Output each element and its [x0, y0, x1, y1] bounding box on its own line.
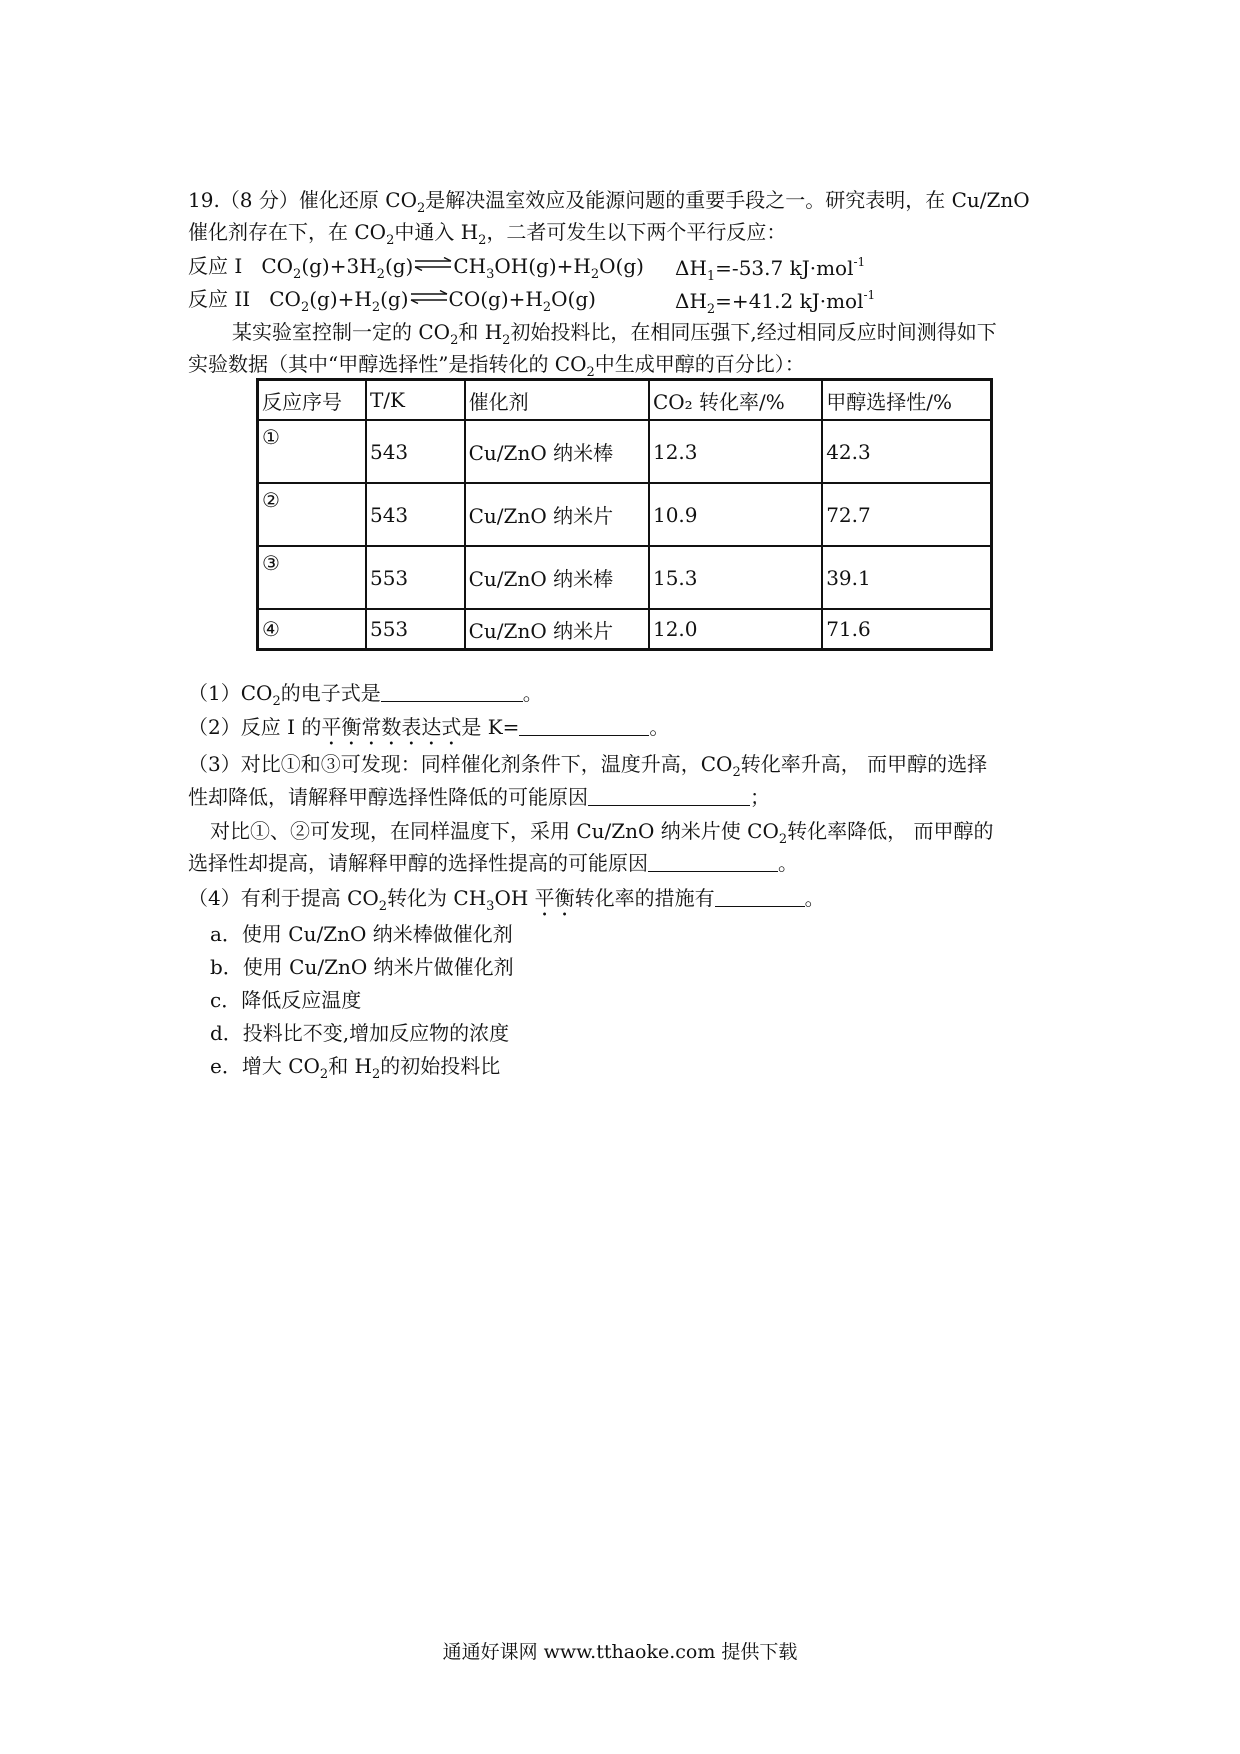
answer-blank[interactable] — [519, 717, 649, 736]
superscript: -1 — [863, 288, 876, 302]
equation-text: CO — [261, 254, 294, 278]
table-cell: 39.1 — [822, 546, 991, 609]
equilibrium-arrow-icon — [409, 290, 449, 304]
table-header-cell: 甲醇选择性/% — [822, 380, 991, 421]
subscript: 2 — [478, 233, 487, 248]
question-text: 是 K= — [461, 715, 520, 739]
table-header-cell: T/K — [366, 380, 465, 421]
subscript: 2 — [706, 302, 716, 317]
equation-text: (g)+H — [309, 287, 372, 311]
reaction-2 — [188, 289, 596, 314]
question-text: （1）CO — [188, 681, 273, 705]
table-cell: 543 — [366, 483, 465, 546]
enthalpy-text: ΔH — [675, 256, 707, 280]
table-header-row — [258, 380, 992, 421]
table-row — [258, 483, 992, 546]
subscript: 2 — [319, 1067, 329, 1082]
table-cell: 553 — [366, 609, 465, 650]
reaction-label: 反应 I — [188, 254, 243, 278]
question-text: （4）有利于提高 CO — [188, 886, 379, 910]
table-cell: 12.3 — [649, 420, 822, 483]
subscript: 2 — [293, 267, 302, 282]
setup-line-2 — [188, 354, 805, 379]
equation-text: OH(g)+H — [494, 254, 591, 278]
table-header-cell: CO₂ 转化率/% — [649, 380, 822, 421]
setup-text: 和 H — [458, 320, 503, 344]
subscript: 2 — [416, 201, 426, 216]
reaction-1 — [188, 256, 644, 281]
equation-text: O(g) — [599, 254, 644, 278]
table-cell: 42.3 — [822, 420, 991, 483]
intro-text: 中通入 H — [394, 220, 479, 244]
option-text: 的初始投料比 — [380, 1054, 501, 1078]
enthalpy-text: =+41.2 kJ·mol — [715, 289, 864, 313]
table-cell: ④ — [258, 609, 366, 650]
subscript: 2 — [542, 300, 552, 315]
question-text: 转化为 CH — [387, 886, 487, 910]
option-e — [210, 1056, 500, 1081]
subscript: 2 — [372, 1067, 381, 1082]
table-header-cell: 催化剂 — [465, 380, 649, 421]
reaction-2-enthalpy — [675, 289, 875, 316]
table-cell: 553 — [366, 546, 465, 609]
question-text: 转化率降低， 而甲醇的 — [787, 819, 994, 843]
equation-text: (g)+3H — [301, 254, 377, 278]
emphasized-text: 平衡常数表达式 — [321, 715, 462, 739]
page-footer: 通通好课网 www.tthaoke.com 提供下载 — [442, 1641, 798, 1663]
question-text: ； — [750, 785, 770, 809]
emphasized-text: 平衡 — [534, 886, 575, 910]
question-text: （2）反应 I 的 — [188, 715, 322, 739]
question-text: 的电子式是 — [280, 681, 381, 705]
equation-text: (g) — [384, 254, 414, 278]
subscript: 2 — [378, 899, 388, 914]
subscript: 3 — [486, 899, 495, 914]
intro-text: 催化剂存在下，在 CO — [188, 220, 387, 244]
setup-text: 初始投料比，在相同压强下,经过相同反应时间测得如下 — [510, 320, 997, 344]
table-cell: 10.9 — [649, 483, 822, 546]
reaction-1-enthalpy — [675, 256, 865, 283]
subscript: 2 — [272, 694, 281, 709]
table-row — [258, 420, 992, 483]
subscript: 2 — [586, 365, 595, 380]
equation-text: CO(g)+H — [448, 287, 543, 311]
subscript: 2 — [371, 300, 381, 315]
sub-question-2 — [188, 715, 669, 750]
table-cell: 72.7 — [822, 483, 991, 546]
question-text: （3）对比①和③可发现：同样催化剂条件下，温度升高，CO — [188, 752, 733, 776]
subscript: 2 — [590, 267, 600, 282]
subscript: 2 — [386, 233, 395, 248]
question-text: 对比①、②可发现，在同样温度下，采用 Cu/ZnO 纳米片使 CO — [210, 819, 779, 843]
option-text: e．增大 CO — [210, 1054, 320, 1078]
question-intro-line-2 — [188, 222, 786, 247]
subscript: 2 — [376, 267, 385, 282]
subscript: 2 — [732, 765, 741, 780]
question-text: 转化率升高， 而甲醇的选择 — [740, 752, 988, 776]
table-cell: 15.3 — [649, 546, 822, 609]
subscript: 2 — [450, 333, 459, 348]
table-cell: Cu/ZnO 纳米棒 — [465, 546, 649, 609]
intro-text: 是解决温室效应及能源问题的重要手段之一。研究表明，在 Cu/ZnO — [425, 188, 1030, 212]
table-header-cell: 反应序号 — [258, 380, 366, 421]
question-points: （8 分） — [219, 188, 299, 212]
equation-text: CH — [453, 254, 487, 278]
question-text: 。 — [649, 715, 670, 739]
question-text: 。 — [778, 851, 798, 875]
subscript: 3 — [486, 267, 495, 282]
subscript: 1 — [706, 269, 716, 284]
option-text: 和 H — [328, 1054, 372, 1078]
answer-blank[interactable] — [715, 888, 805, 907]
setup-text: 实验数据（其中“甲醇选择性”是指转化的 CO — [188, 352, 587, 376]
sub-question-1 — [188, 683, 543, 708]
superscript: -1 — [853, 255, 866, 269]
setup-text: 某实验室控制一定的 CO — [232, 320, 451, 344]
question-text: 转化率的措施有 — [574, 886, 715, 910]
option-d: d．投料比不变,增加反应物的浓度 — [210, 1021, 510, 1045]
table-cell: Cu/ZnO 纳米片 — [465, 483, 649, 546]
equation-text: CO — [269, 287, 301, 311]
question-number: 19. — [188, 188, 220, 212]
sub-question-3-line-3 — [210, 821, 994, 846]
intro-text: 催化还原 CO — [298, 188, 417, 212]
table-cell: 543 — [366, 420, 465, 483]
option-c: c．降低反应温度 — [210, 988, 362, 1012]
table-row — [258, 609, 992, 650]
setup-text: 中生成甲醇的百分比）： — [594, 352, 805, 376]
answer-blank[interactable] — [588, 787, 750, 806]
answer-blank[interactable] — [381, 683, 523, 702]
table-cell: 12.0 — [649, 609, 822, 650]
table-cell: ② — [258, 483, 366, 546]
setup-line-1 — [232, 322, 997, 347]
subscript: 2 — [502, 333, 511, 348]
sub-question-3-line-1 — [188, 754, 987, 779]
table-cell: ① — [258, 420, 366, 483]
subscript: 2 — [300, 300, 310, 315]
sub-question-3-line-2 — [188, 787, 770, 807]
enthalpy-text: =-53.7 kJ·mol — [715, 256, 854, 280]
enthalpy-text: ΔH — [675, 289, 707, 313]
table-cell: ③ — [258, 546, 366, 609]
equation-text: O(g) — [551, 287, 596, 311]
option-a: a．使用 Cu/ZnO 纳米棒做催化剂 — [210, 922, 513, 946]
sub-question-3-line-4 — [188, 853, 798, 873]
answer-blank[interactable] — [648, 853, 778, 872]
equation-text: (g) — [380, 287, 409, 311]
question-text: 。 — [804, 886, 825, 910]
table-cell: 71.6 — [822, 609, 991, 650]
subscript: 2 — [778, 832, 788, 847]
question-text: 选择性却提高，请解释甲醇的选择性提高的可能原因 — [188, 851, 648, 875]
question-text: 性却降低，请解释甲醇选择性降低的可能原因 — [188, 785, 588, 809]
question-text: 。 — [522, 681, 543, 705]
table-row — [258, 546, 992, 609]
intro-text: ，二者可发生以下两个平行反应： — [486, 220, 787, 244]
experiment-data-table — [256, 378, 993, 651]
table-cell: Cu/ZnO 纳米棒 — [465, 420, 649, 483]
question-intro-line-1 — [188, 190, 1030, 215]
sub-question-4 — [188, 886, 825, 921]
equilibrium-arrow-icon — [413, 257, 453, 271]
reaction-label: 反应 II — [188, 287, 251, 311]
question-text: OH — [494, 886, 535, 910]
table-cell: Cu/ZnO 纳米片 — [465, 609, 649, 650]
option-b: b．使用 Cu/ZnO 纳米片做催化剂 — [210, 955, 514, 979]
